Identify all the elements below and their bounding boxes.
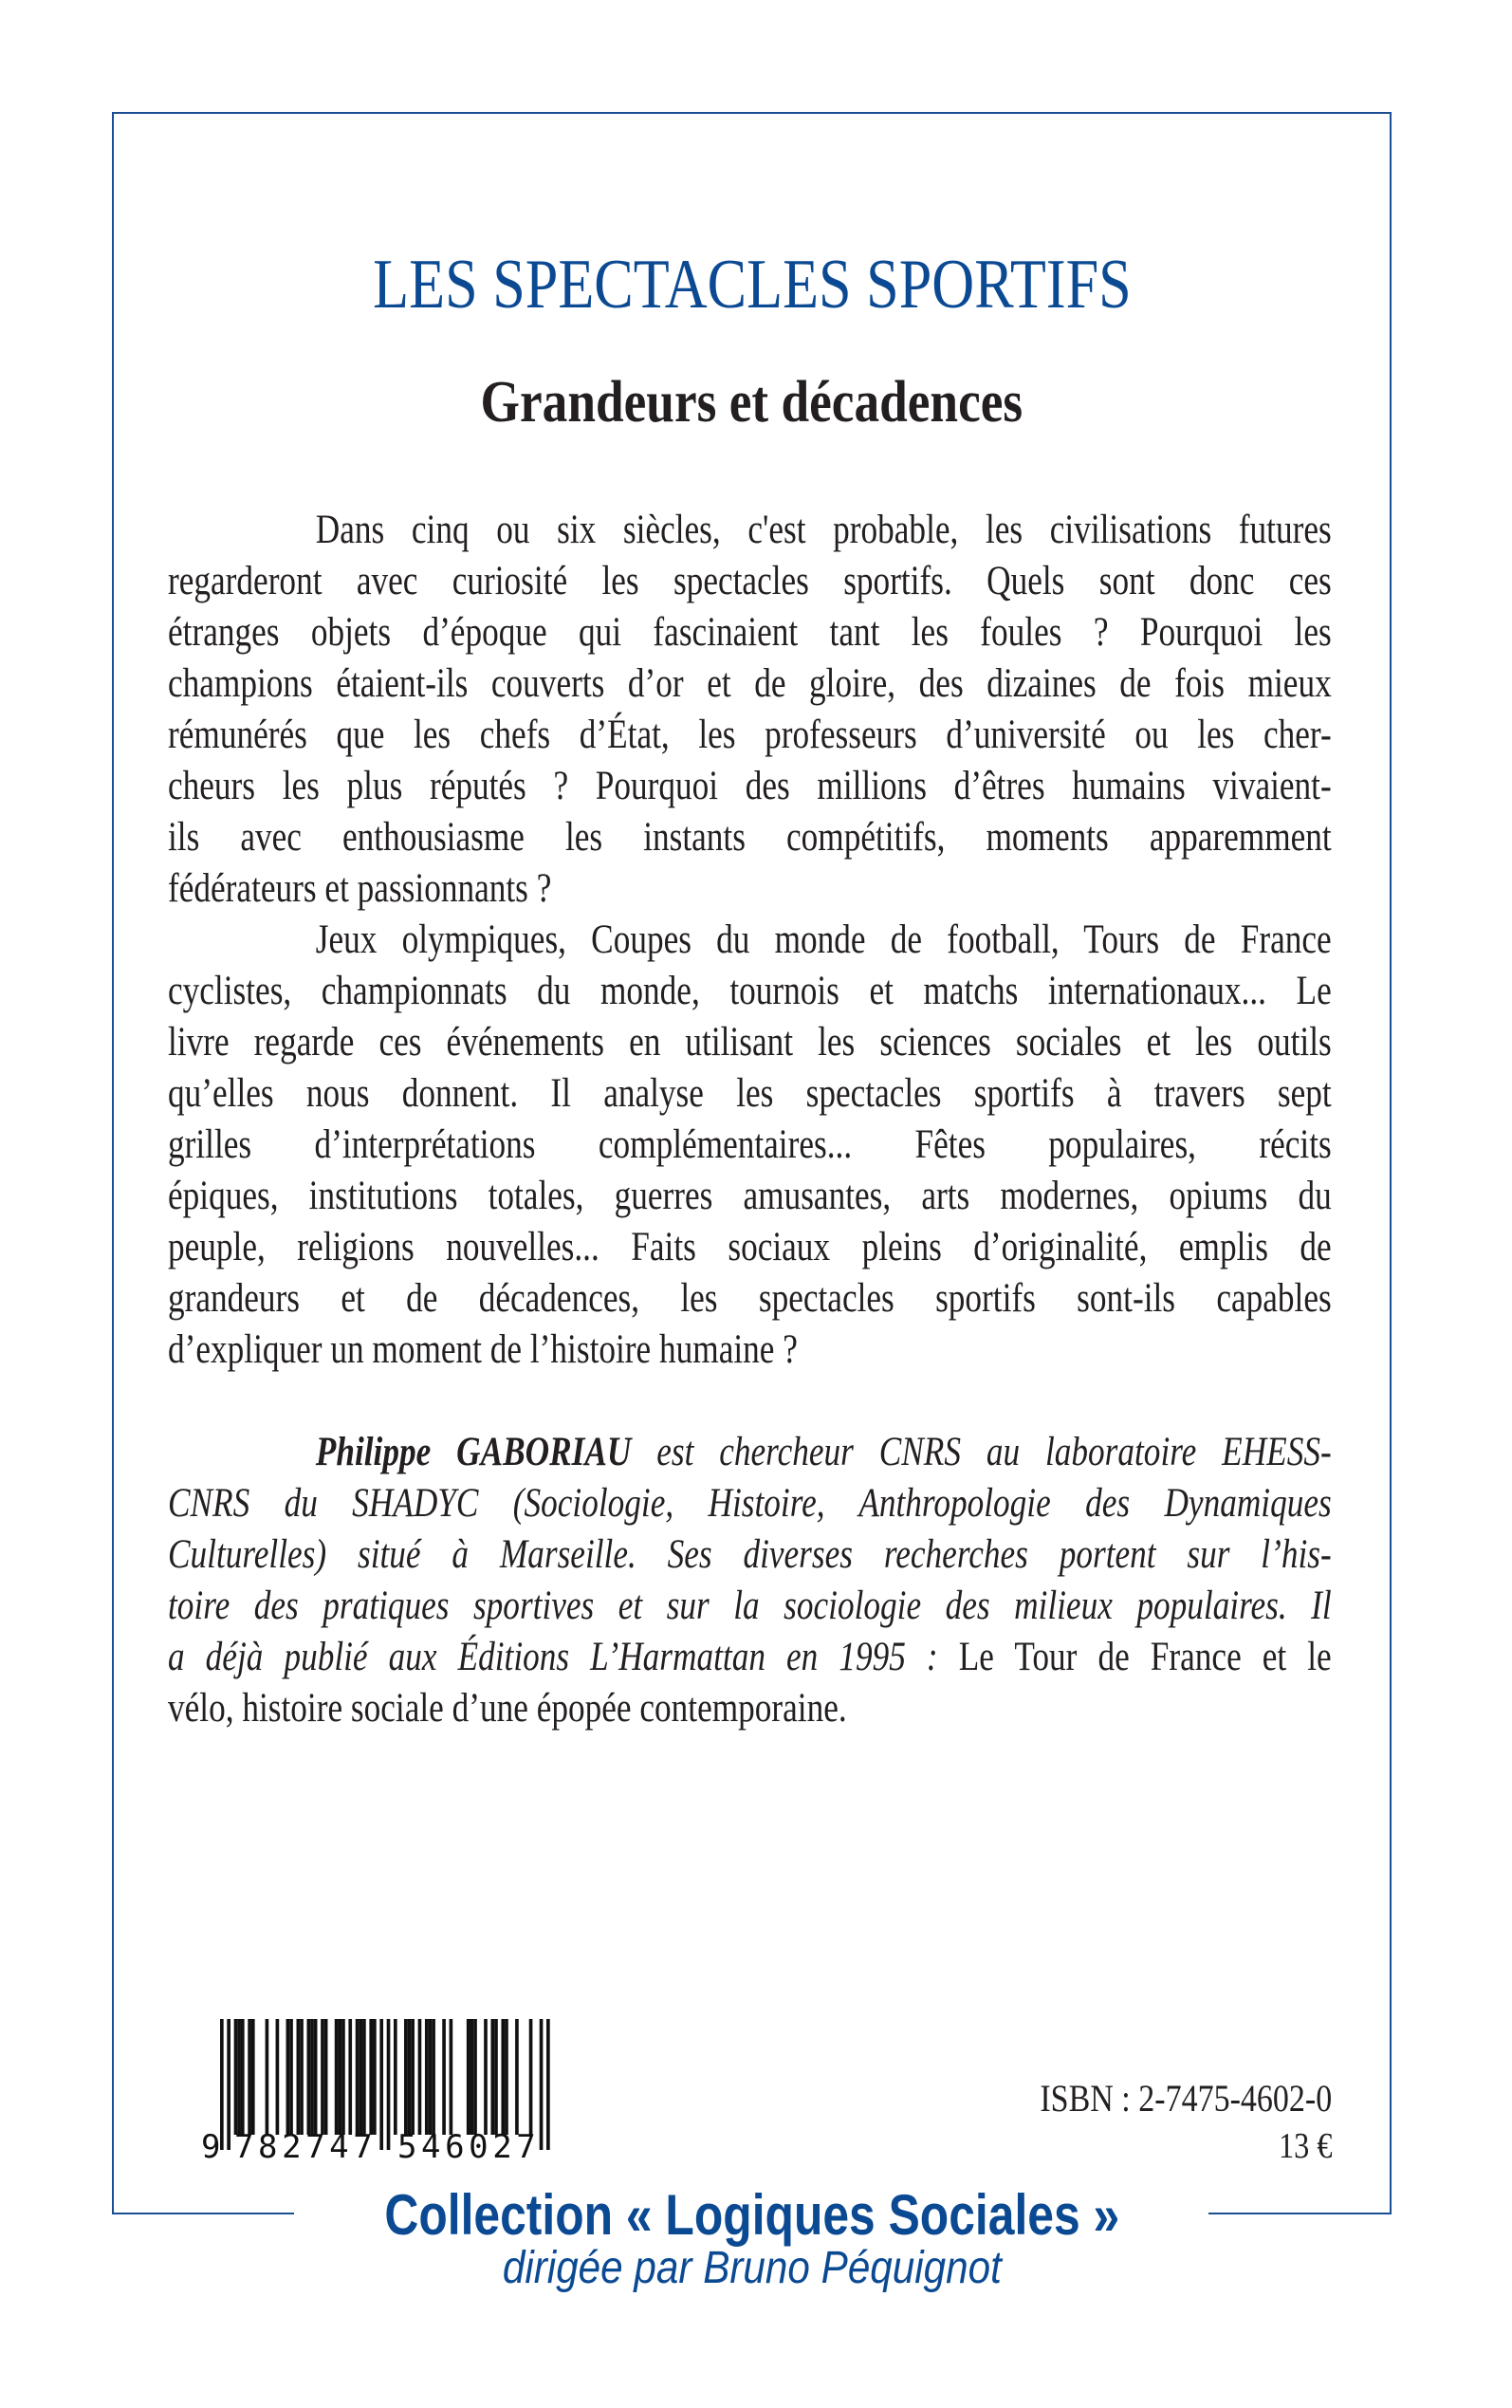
text-segment: épiques, institutions totales, guerres amusantes, arts modernes, opiums du	[168, 1174, 1332, 1218]
book-subtitle	[112, 368, 1392, 436]
barcode-bar	[251, 2019, 255, 2135]
barcode-bar	[227, 2019, 230, 2150]
barcode-bar	[338, 2019, 341, 2135]
text-line	[168, 1632, 1332, 1683]
text-line	[168, 1171, 1332, 1222]
barcode	[199, 2015, 560, 2167]
barcode-bar	[248, 2019, 251, 2135]
barcode-bar	[356, 2019, 360, 2135]
barcode-bar	[307, 2019, 311, 2135]
text-segment: livre regarde ces événements en utilisant les sciences sociales et les outils	[168, 1020, 1332, 1065]
text-segment: fédérateurs et passionnants ?	[168, 866, 552, 911]
back-cover-text	[168, 505, 1332, 1734]
author-name: Philippe GABORIAU	[315, 1430, 632, 1474]
price-text: 13 €	[1278, 2126, 1332, 2166]
text-line	[168, 1222, 1332, 1273]
price	[1269, 2125, 1333, 2167]
text-segment: Jeux olympiques, Coupes du monde de football, Tours de France	[315, 917, 1332, 962]
barcode-bar	[494, 2019, 498, 2135]
barcode-bar	[432, 2019, 435, 2135]
collection-director-text: dirigée par Bruno Péquignot	[502, 2243, 1002, 2293]
text-segment: étranges objets d’époque qui fascinaient tant les foules ? Pourquoi les	[168, 610, 1332, 655]
text-line	[168, 1529, 1332, 1581]
paragraph	[168, 915, 1332, 1376]
text-line	[168, 658, 1332, 710]
text-line	[168, 1581, 1332, 1632]
text-segment: vélo, histoire sociale d’une épopée contemporaine.	[168, 1686, 847, 1731]
barcode-bar	[241, 2019, 245, 2135]
text-line	[168, 1068, 1332, 1120]
barcode-bar	[234, 2019, 238, 2135]
barcode-bar	[470, 2019, 474, 2135]
barcode-digits: 546027	[397, 2128, 536, 2166]
barcode-bar	[266, 2019, 269, 2135]
text-segment: Culturelles) situé à Marseille. Ses diverses recherches portent sur l’his-	[168, 1532, 1332, 1577]
text-segment: rémunérés que les chefs d’État, les professeurs d’université ou les cher-	[168, 713, 1332, 757]
barcode-bar	[300, 2019, 304, 2135]
text-line	[168, 505, 1332, 556]
barcode-bar	[310, 2019, 314, 2135]
barcode-bar	[540, 2019, 544, 2150]
barcode-bar	[473, 2019, 477, 2135]
barcode-bar	[369, 2019, 373, 2135]
text-segment: regarderont avec curiosité les spectacles sportifs. Quels sont donc ces	[168, 559, 1332, 603]
barcode-bar	[501, 2019, 505, 2135]
barcode-bar	[467, 2019, 470, 2135]
barcode-bar	[289, 2019, 293, 2135]
text-segment: Le Tour de France et le	[937, 1635, 1332, 1679]
book-subtitle-text: Grandeurs et décadences	[480, 370, 1023, 435]
text-segment: cyclistes, championnats du monde, tournois et matchs internationaux... Le	[168, 969, 1332, 1013]
text-segment: grilles d’interprétations complémentaires... Fêtes populaires, récits	[168, 1122, 1332, 1167]
barcode-bar	[442, 2019, 446, 2135]
barcode-bar	[529, 2019, 533, 2135]
barcode-bar	[515, 2019, 519, 2135]
collection-name-text: Collection « Logiques Sociales »	[384, 2183, 1119, 2247]
text-segment: champions étaient-ils couverts d’or et de gloire, des dizaines de fois mieux	[168, 661, 1332, 706]
barcode-bar	[341, 2019, 345, 2135]
text-line	[168, 915, 1332, 966]
barcode-bar	[450, 2019, 453, 2135]
text-line	[168, 1273, 1332, 1324]
barcode-bar	[286, 2019, 290, 2135]
isbn-text: ISBN : 2-7475-4602-0	[1040, 2077, 1332, 2120]
text-line	[168, 1120, 1332, 1171]
barcode-bar	[220, 2019, 224, 2150]
barcode-bar	[387, 2019, 391, 2150]
collection-name	[112, 2182, 1392, 2249]
paragraph	[168, 1427, 1332, 1734]
text-line	[168, 761, 1332, 812]
barcode-bar	[321, 2019, 324, 2135]
text-segment: peuple, religions nouvelles... Faits sociaux pleins d’originalité, emplis de	[168, 1225, 1332, 1269]
text-line	[168, 710, 1332, 761]
text-line	[168, 607, 1332, 658]
book-title	[112, 242, 1392, 327]
text-line	[168, 556, 1332, 607]
barcode-bar	[394, 2019, 397, 2135]
collection-director	[112, 2241, 1392, 2296]
barcode-bar	[297, 2019, 301, 2135]
barcode-bar	[362, 2019, 366, 2135]
text-line	[168, 966, 1332, 1017]
text-segment: a déjà publié aux Éditions L’Harmattan en 1995 :	[168, 1635, 938, 1679]
barcode-bar	[237, 2019, 241, 2135]
paragraph	[168, 505, 1332, 915]
text-segment: cheurs les plus réputés ? Pourquoi des millions d’êtres humains vivaient-	[168, 764, 1332, 808]
text-segment: qu’elles nous donnent. Il analyse les spectacles sportifs à travers sept	[168, 1071, 1332, 1116]
barcode-bar	[490, 2019, 494, 2135]
text-line	[168, 812, 1332, 863]
barcode-bar	[404, 2019, 408, 2135]
barcode-bar	[546, 2019, 550, 2150]
text-segment: grandeurs et de décadences, les spectacles sportifs sont-ils capables	[168, 1276, 1332, 1321]
barcode-bar	[348, 2019, 352, 2135]
barcode-bar	[418, 2019, 422, 2135]
barcode-bar	[314, 2019, 318, 2135]
barcode-bar	[425, 2019, 429, 2135]
barcode-bar	[359, 2019, 362, 2135]
barcode-bar	[411, 2019, 415, 2135]
barcode-bar	[484, 2019, 488, 2135]
text-line	[168, 1017, 1332, 1068]
barcode-bar	[505, 2019, 508, 2135]
barcode-bar	[276, 2019, 280, 2135]
barcode-digits: 782747	[233, 2128, 373, 2166]
text-segment: d’expliquer un moment de l’histoire humaine ?	[168, 1327, 798, 1372]
text-line	[168, 1683, 1332, 1734]
text-line	[168, 863, 1332, 915]
text-segment: ils avec enthousiasme les instants compétitifs, moments apparemment	[168, 815, 1332, 860]
text-segment: Dans cinq ou six siècles, c'est probable, les civilisations futures	[315, 508, 1332, 552]
barcode-bar	[429, 2019, 433, 2135]
barcode-bar	[324, 2019, 328, 2135]
barcode-bar	[373, 2019, 377, 2135]
text-line	[168, 1427, 1332, 1478]
text-segment: CNRS du SHADYC (Sociologie, Histoire, Anthropologie des Dynamiques	[168, 1481, 1332, 1526]
text-segment: est chercheur CNRS au laboratoire EHESS-	[631, 1430, 1332, 1474]
text-line	[168, 1324, 1332, 1376]
isbn	[988, 2076, 1332, 2121]
text-line	[168, 1478, 1332, 1529]
text-segment: toire des pratiques sportives et sur la sociologie des milieux populaires. Il	[168, 1584, 1332, 1628]
barcode-bar	[335, 2019, 339, 2135]
barcode-bar	[408, 2019, 412, 2135]
barcode-digits: 9	[201, 2128, 221, 2166]
barcode-bar	[379, 2019, 383, 2150]
book-title-text: LES SPECTACLES SPORTIFS	[372, 246, 1132, 324]
